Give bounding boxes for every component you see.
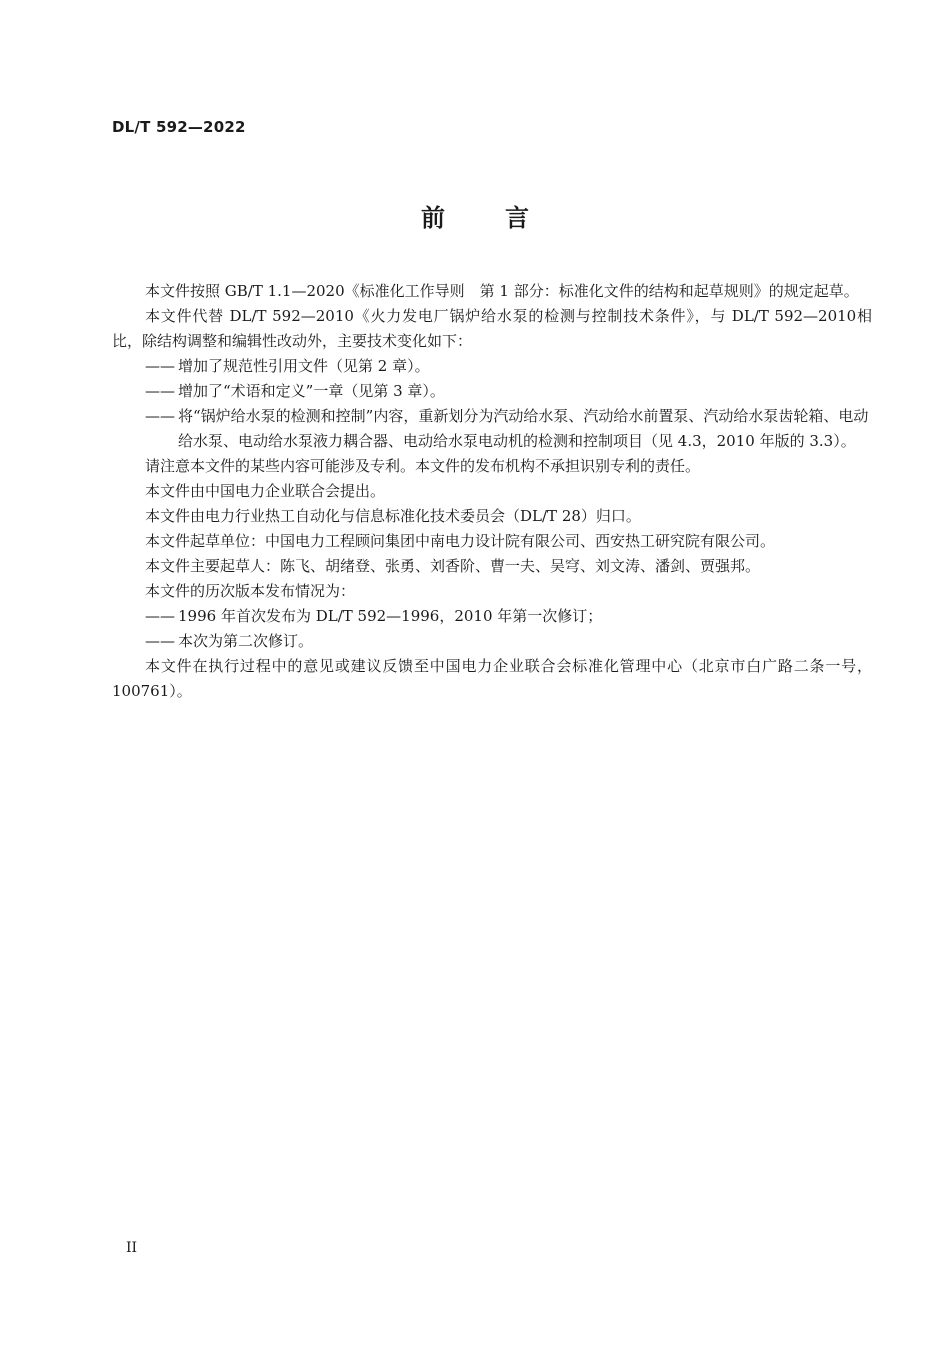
paragraph-drafting-units: 本文件起草单位：中国电力工程顾问集团中南电力设计院有限公司、西安热工研究院有限公司。	[145, 532, 776, 550]
dash-mark: ——	[145, 357, 175, 375]
paragraph-proposer: 本文件由中国电力企业联合会提出。	[145, 482, 386, 500]
list-item-text: 增加了规范性引用文件（见第 2 章）。	[178, 357, 430, 375]
dash-mark: ——	[145, 632, 175, 650]
dash-mark: ——	[145, 382, 175, 400]
document-code: DL/T 592—2022	[112, 118, 246, 136]
list-item-text: 将“锅炉给水泵的检测和控制”内容，重新划分为汽动给水泵、汽动给水前置泵、汽动给水泵齿轮箱、电动给水泵、电动给水泵液力耦合器、电动给水泵电动机的检测和控制项目（见 4.3，2010 年版的 3.3）。	[178, 407, 869, 450]
paragraph-drafting-rules: 本文件按照 GB/T 1.1—2020《标准化工作导则 第 1 部分：标准化文件的结构和起草规则》的规定起草。	[145, 282, 859, 300]
paragraph-patent-notice: 请注意本文件的某些内容可能涉及专利。本文件的发布机构不承担识别专利的责任。	[145, 457, 701, 475]
list-item-text: 1996 年首次发布为 DL/T 592—1996，2010 年第一次修订；	[178, 607, 603, 625]
list-item-change	[112, 354, 872, 379]
list-item-change	[112, 404, 872, 454]
dash-mark: ——	[145, 607, 175, 625]
page-title: 前言	[421, 204, 589, 232]
paragraph-committee: 本文件由电力行业热工自动化与信息标准化技术委员会（DL/T 28）归口。	[145, 507, 641, 525]
dash-mark: ——	[145, 407, 175, 425]
foreword-body	[112, 279, 872, 704]
paragraph-history-intro: 本文件的历次版本发布情况为：	[145, 582, 356, 600]
paragraph-drafters: 本文件主要起草人：陈飞、胡绪登、张勇、刘香阶、曹一夫、吴穹、刘文涛、潘剑、贾强邦。	[145, 557, 761, 575]
list-item-history	[112, 629, 872, 654]
list-item-history	[112, 604, 872, 629]
paragraph-feedback: 本文件在执行过程中的意见或建议反馈至中国电力企业联合会标准化管理中心（北京市白广路二条一号，100761）。	[112, 657, 872, 700]
list-item-text: 本次为第二次修订。	[178, 632, 314, 650]
paragraph-replacement: 本文件代替 DL/T 592—2010《火力发电厂锅炉给水泵的检测与控制技术条件》，与 DL/T 592—2010相比，除结构调整和编辑性改动外，主要技术变化如下：	[112, 307, 872, 350]
list-item-change	[112, 379, 872, 404]
page-number: II	[126, 1240, 138, 1256]
list-item-text: 增加了“术语和定义”一章（见第 3 章）。	[178, 382, 445, 400]
